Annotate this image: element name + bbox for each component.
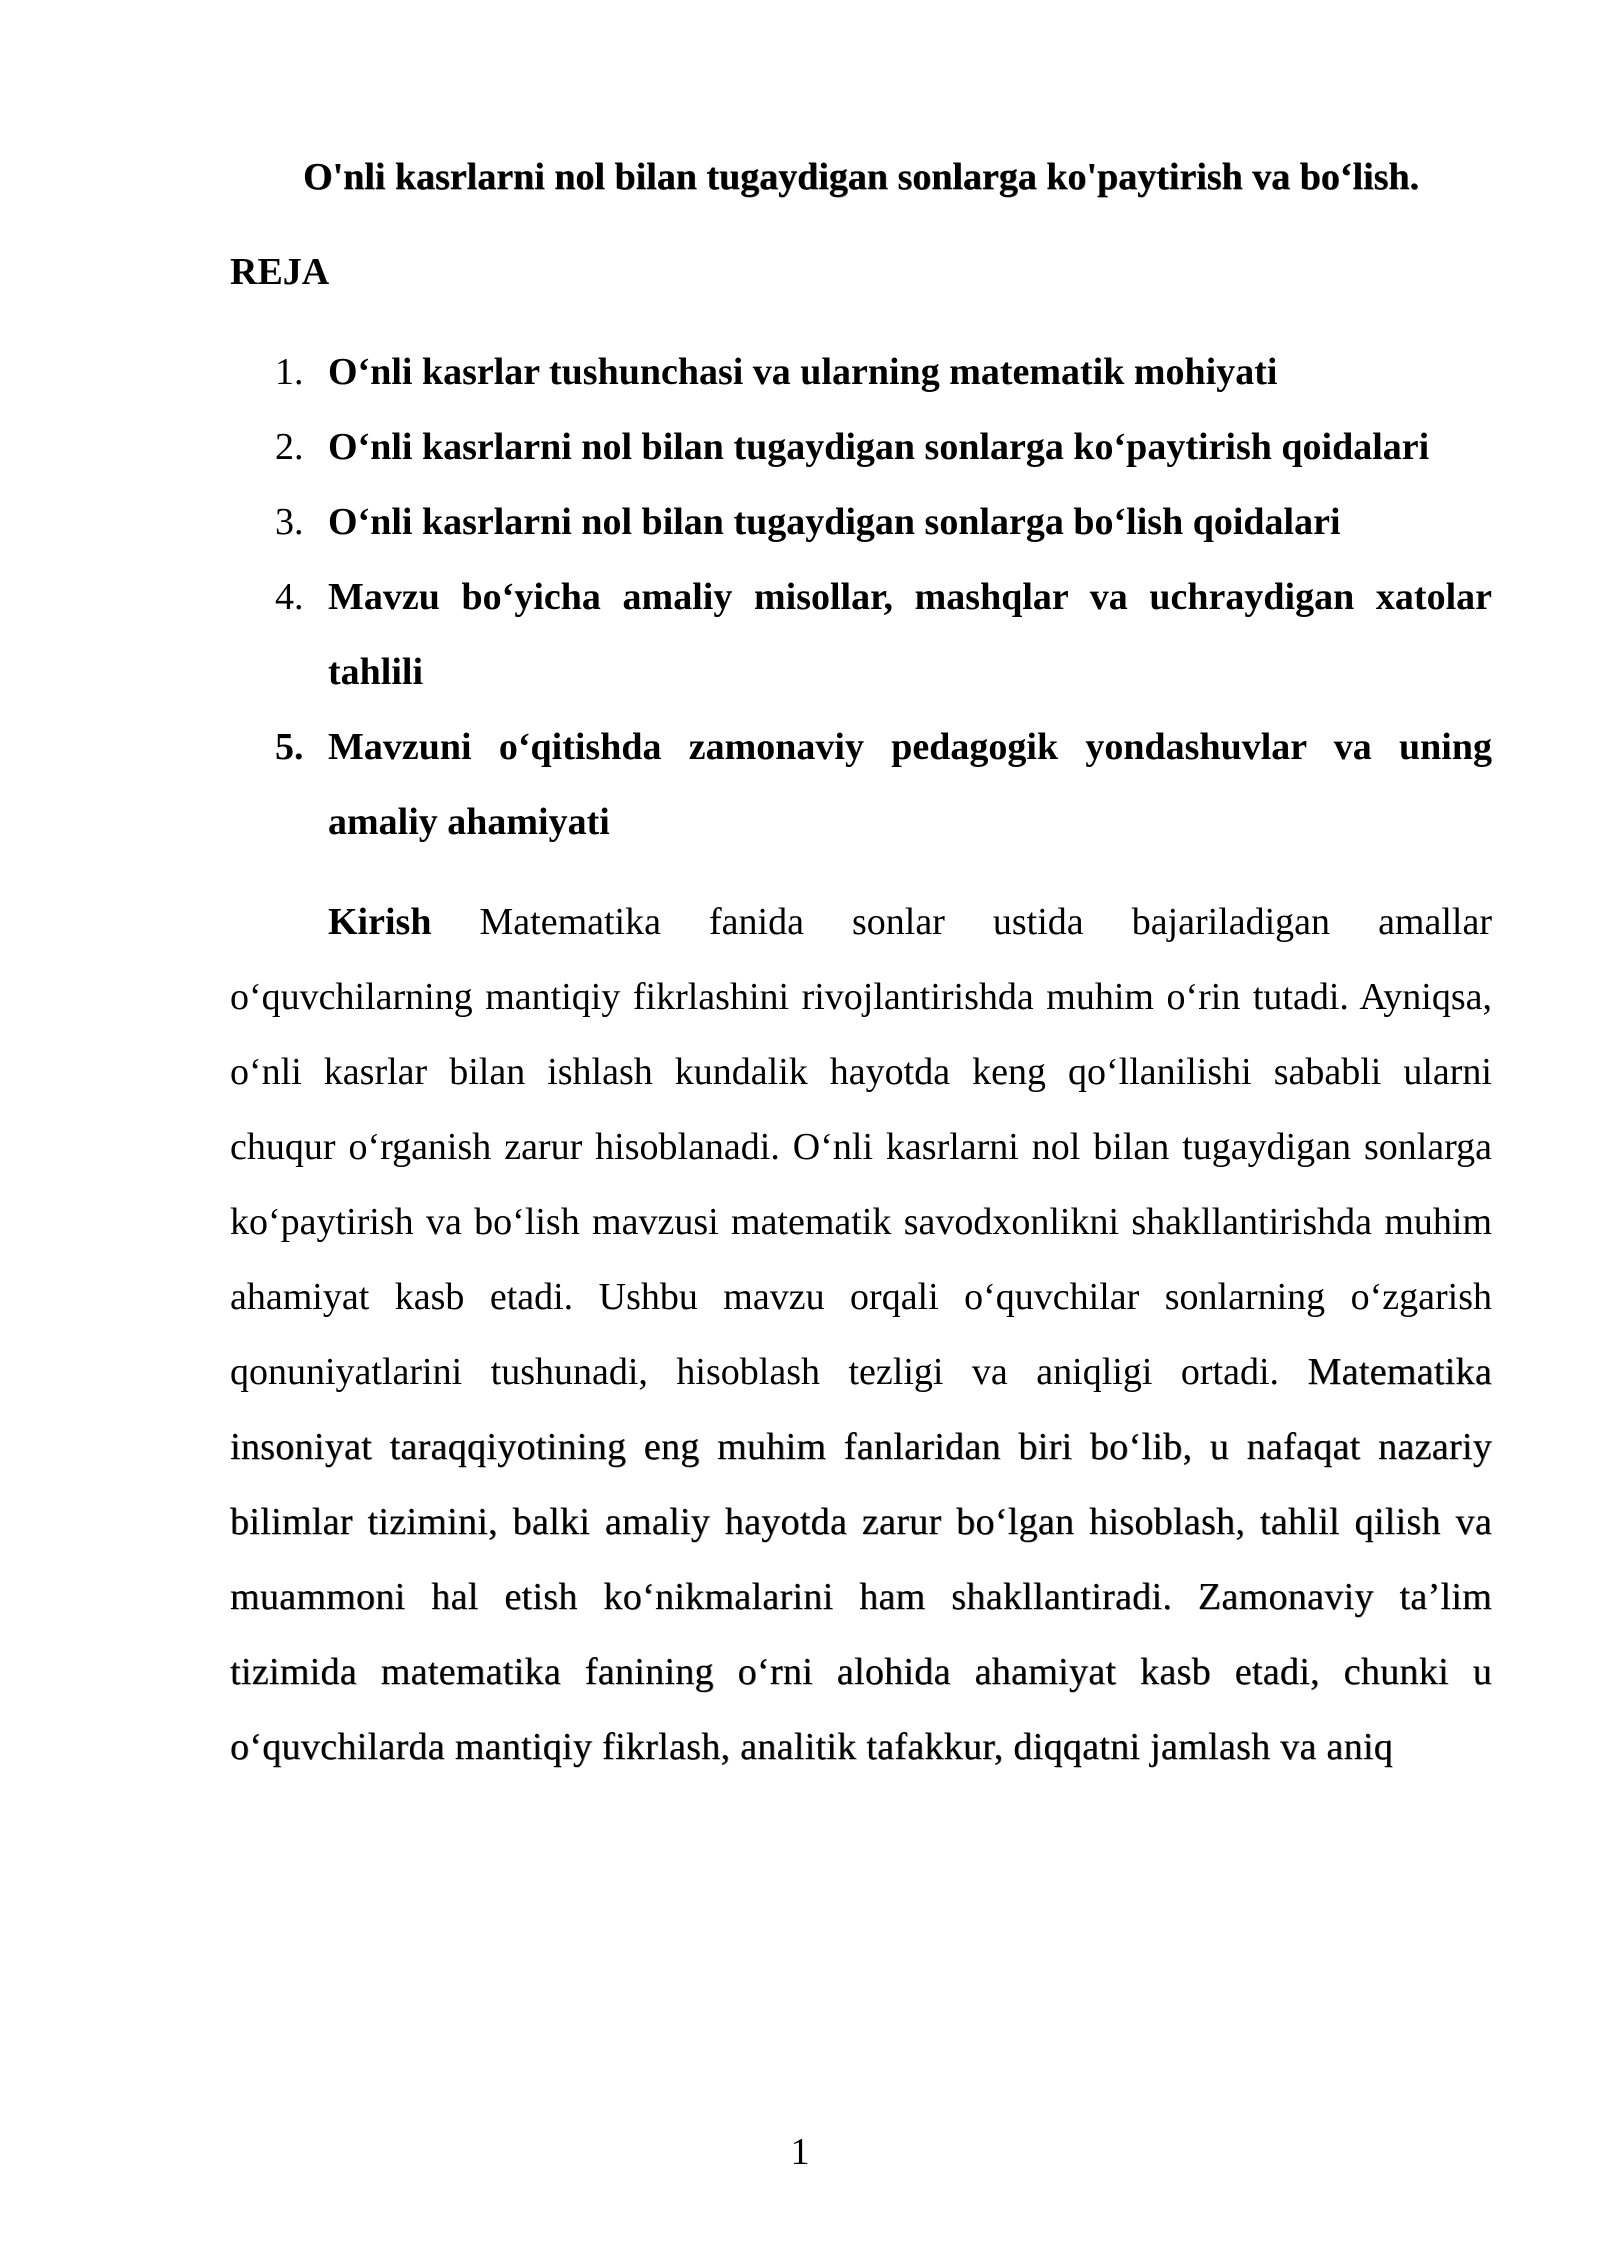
- plan-item-number: 5.: [275, 726, 304, 768]
- intro-paragraph: [230, 885, 1492, 1785]
- plan-item: [230, 485, 1492, 560]
- plan-item-text: O‘nli kasrlarni nol bilan tugaydigan sonlarga ko‘paytirish qoidalari: [328, 426, 1430, 468]
- document-title: O'nli kasrlarni nol bilan tugaydigan sonlarga ko'paytirish va bo‘lish.: [302, 156, 1419, 198]
- intro-text: Matematika fanida sonlar ustida bajariladigan amallar o‘quvchilarning mantiqiy fikrlashini rivojlantirishda muhim o‘rin tutadi. Ayniqsa, o‘nli kasrlar bilan ishlash kundalik hayotda keng qo‘llanilishi sababli ularni chuqur o‘rganish zarur hisoblanadi. O‘nli kasrlarni nol bilan tugaydigan sonlarga ko‘paytirish va bo‘lish mavzusi matematik savodxonlikni shakllantirishda muhim ahamiyat kasb etadi. Ushbu mavzu orqali o‘quvchilar sonlarning o‘zgarish qonuniyatlarini tushunadi, hisoblash tezligi va aniqligi ortadi.: [230, 901, 1492, 1393]
- plan-item: [230, 410, 1492, 485]
- plan-item: [230, 335, 1492, 410]
- plan-item: [230, 560, 1492, 710]
- plan-item-text: O‘nli kasrlarni nol bilan tugaydigan sonlarga bo‘lish qoidalari: [328, 501, 1341, 543]
- intro-continuation: Matematika insoniyat taraqqiyotining eng muhim fanlaridan biri bo‘lib, u nafaqat nazariy bilimlar tizimini, balki amaliy hayotda zarur bo‘lgan hisoblash, tahlil qilish va muammoni hal etish ko‘nikmalarini ham shakllantiradi. Zamonaviy ta’lim tizimida matematika fanining o‘rni alohida ahamiyat kasb etadi, chunki u o‘quvchilarda mantiqiy fikrlash, analitik tafakkur, diqqatni jamlash va aniq: [230, 1351, 1492, 1768]
- plan-item-text: Mavzuni o‘qitishda zamonaviy pedagogik yondashuvlar va uning amaliy ahamiyati: [328, 726, 1492, 843]
- plan-item-number: 3.: [275, 501, 304, 543]
- page-number: 1: [790, 2131, 810, 2173]
- plan-list: [230, 335, 1492, 860]
- plan-item-number: 1.: [275, 351, 304, 393]
- plan-item-text: O‘nli kasrlar tushunchasi va ularning matematik mohiyati: [328, 351, 1278, 393]
- plan-heading: REJA: [230, 251, 330, 293]
- document-page: [230, 140, 1492, 1785]
- plan-item: [230, 710, 1492, 860]
- plan-item-number: 2.: [275, 426, 304, 468]
- plan-item-text: Mavzu bo‘yicha amaliy misollar, mashqlar va uchraydigan xatolar tahlili: [328, 576, 1492, 693]
- intro-label: Kirish: [328, 901, 432, 943]
- plan-item-number: 4.: [275, 576, 304, 618]
